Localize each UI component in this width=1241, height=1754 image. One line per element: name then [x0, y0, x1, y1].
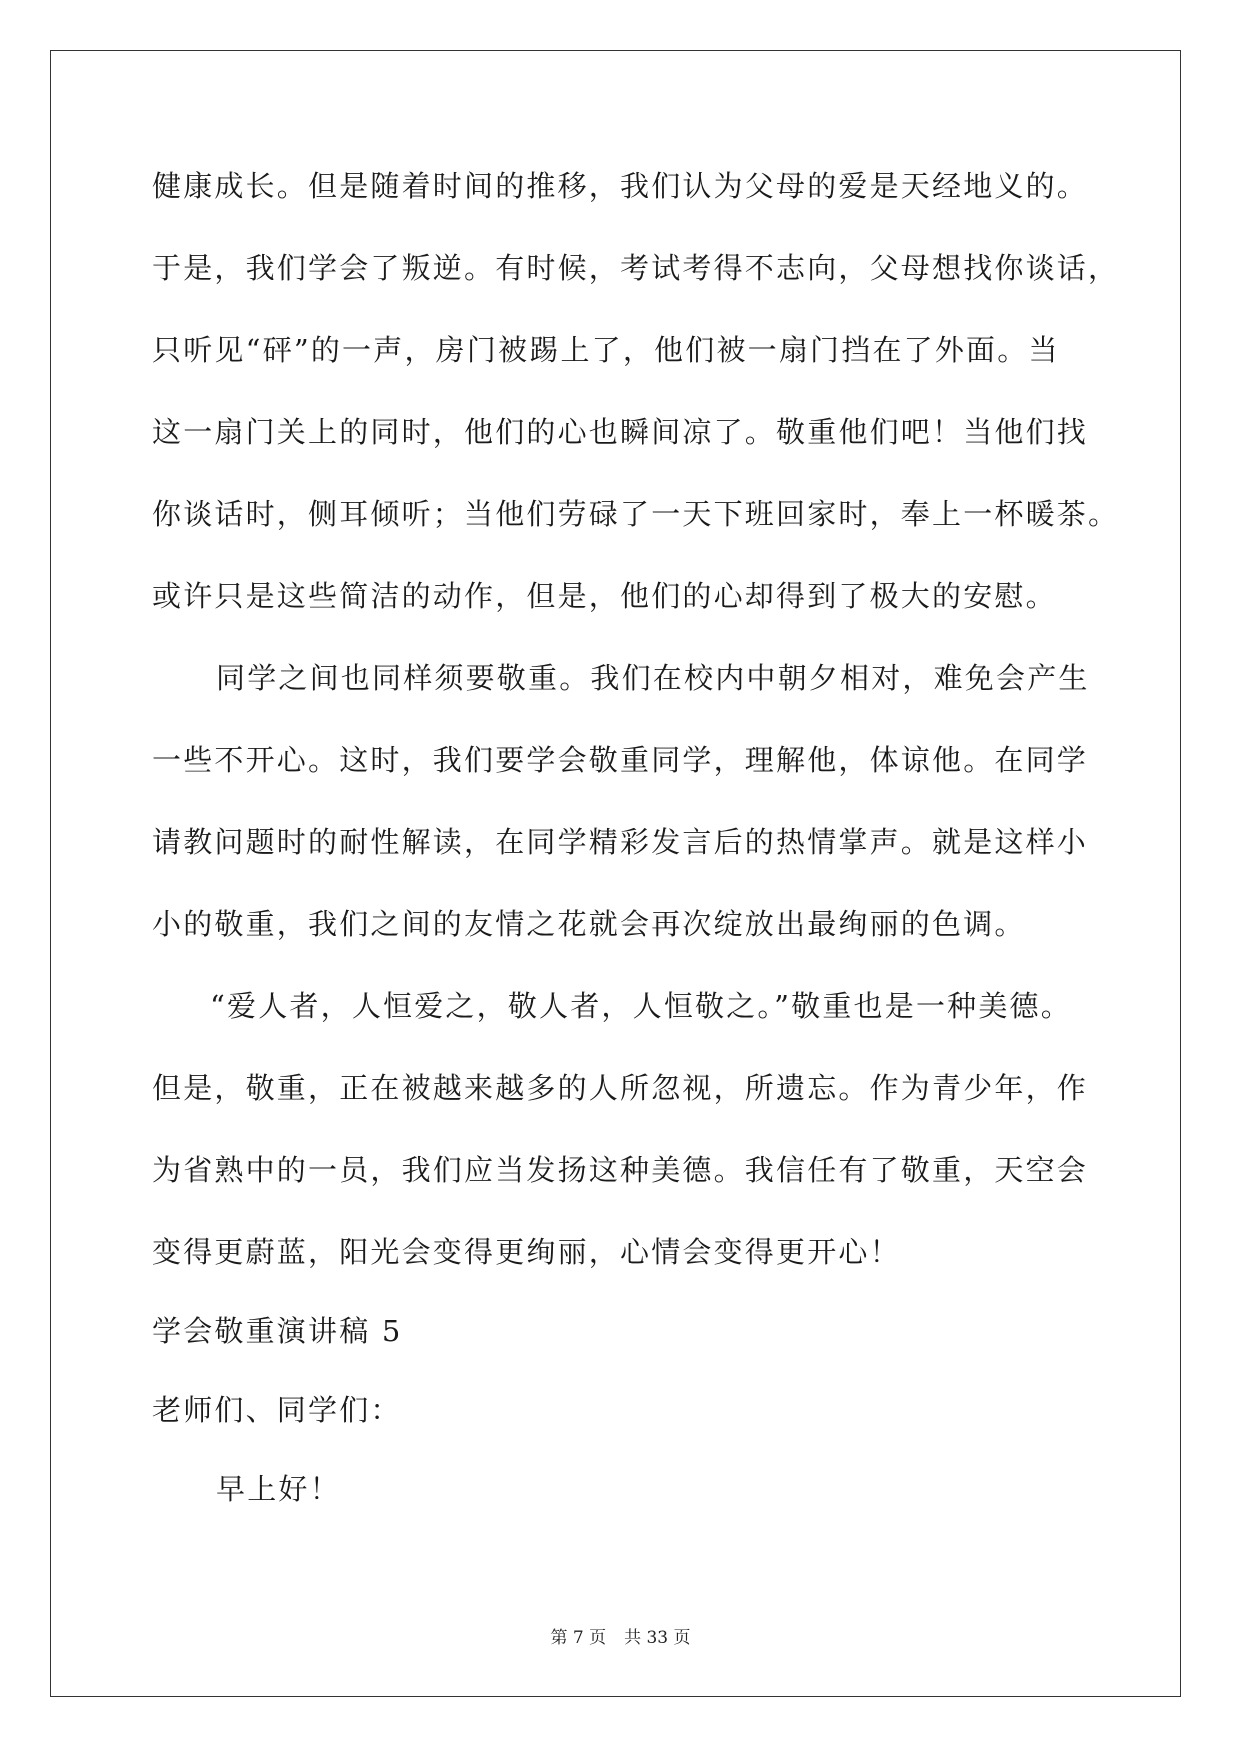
- salutation: 老师们、同学们：: [152, 1393, 402, 1427]
- paragraph-start-line-7: 同学之间也同样须要敬重。我们在校内中朝夕相对，难免会产生: [216, 661, 1090, 695]
- page-total: 共 33 页: [624, 1628, 691, 1648]
- section-heading: 学会敬重演讲稿 5: [152, 1314, 403, 1348]
- body-line-5: 你谈话时，侧耳倾听；当他们劳碌了一天下班回家时，奉上一杯暖茶。: [152, 497, 1120, 531]
- body-line-4: 这一扇门关上的同时，他们的心也瞬间凉了。敬重他们吧！当他们找: [152, 415, 1089, 449]
- page-border: [50, 50, 1181, 1697]
- body-line-10: 小的敬重，我们之间的友情之花就会再次绽放出最绚丽的色调。: [152, 907, 1026, 941]
- body-line-14: 变得更蔚蓝，阳光会变得更绚丽，心情会变得更开心！: [152, 1235, 901, 1269]
- body-line-2: 于是，我们学会了叛逆。有时候，考试考得不志向，父母想找你谈话，: [152, 251, 1120, 285]
- page-number: 第 7 页: [550, 1628, 607, 1648]
- body-line-13: 为省熟中的一员，我们应当发扬这种美德。我信任有了敬重，天空会: [152, 1153, 1089, 1187]
- body-line-6: 或许只是这些简洁的动作，但是，他们的心却得到了极大的安慰。: [152, 579, 1057, 613]
- page-footer: [0, 1626, 1241, 1650]
- greeting: 早上好！: [216, 1472, 341, 1506]
- paragraph-start-line-11: “爱人者，人恒爱之，敬人者，人恒敬之。”敬重也是一种美德。: [210, 989, 1072, 1023]
- body-line-8: 一些不开心。这时，我们要学会敬重同学，理解他，体谅他。在同学: [152, 743, 1089, 777]
- body-line-9: 请教问题时的耐性解读，在同学精彩发言后的热情掌声。就是这样小: [152, 825, 1089, 859]
- body-line-12: 但是，敬重，正在被越来越多的人所忽视，所遗忘。作为青少年，作: [152, 1071, 1089, 1105]
- body-line-3: 只听见“砰”的一声，房门被踢上了，他们被一扇门挡在了外面。当: [152, 333, 1060, 367]
- body-line-1: 健康成长。但是随着时间的推移，我们认为父母的爱是天经地义的。: [152, 169, 1089, 203]
